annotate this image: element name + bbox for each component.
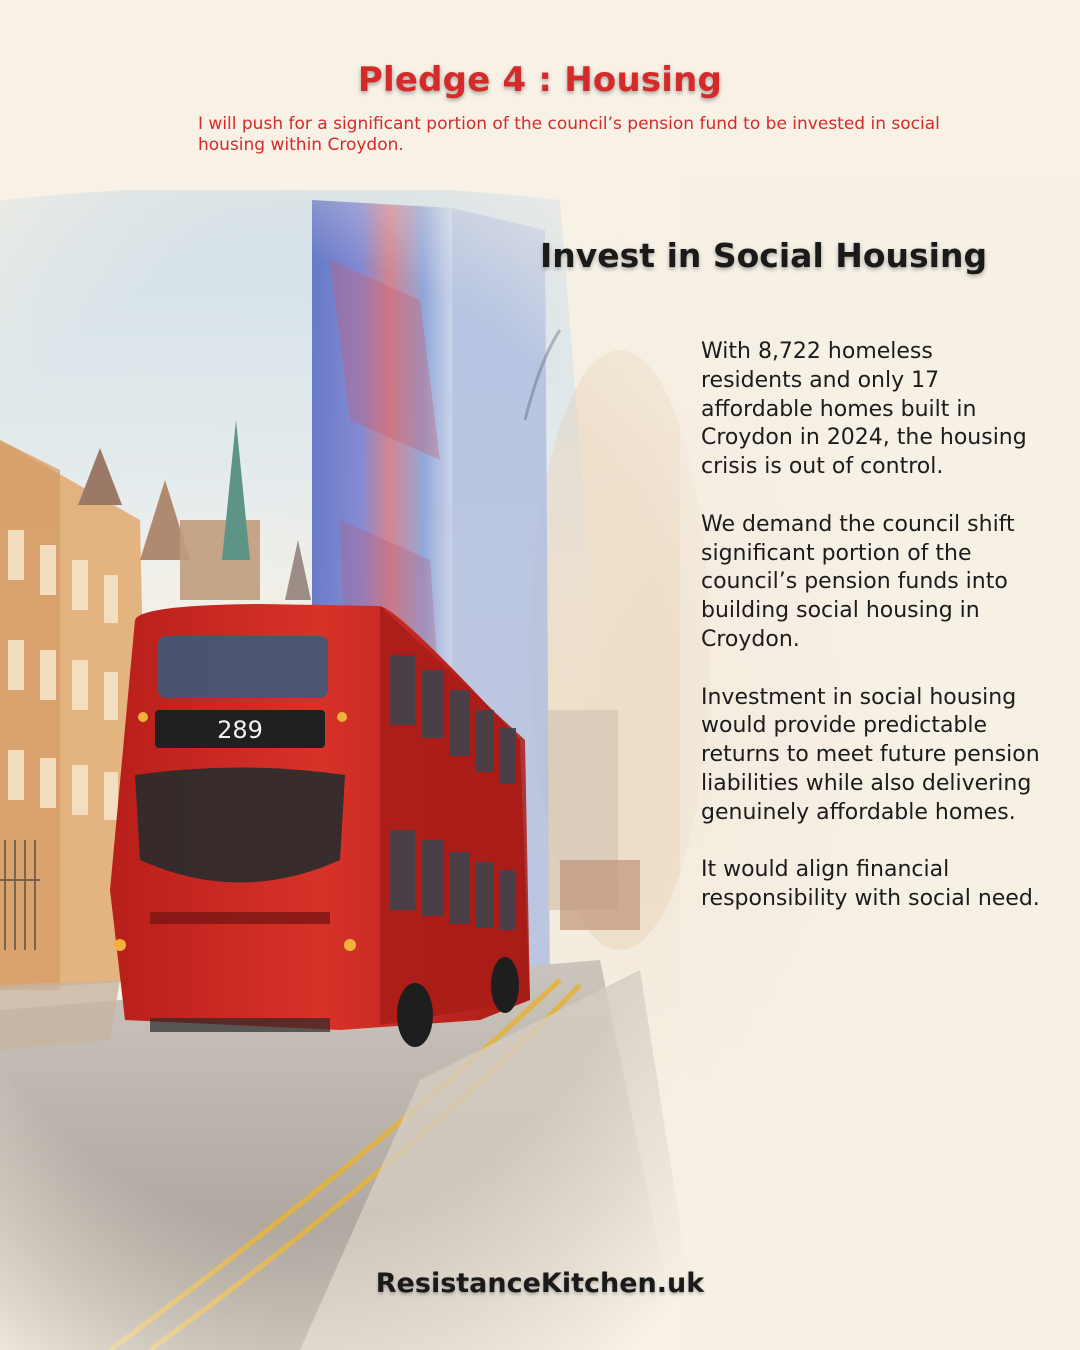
paragraph-homelessness: With 8,722 homeless residents and only 17 affordable homes built in Croydon in 2024, the housing crisis is out of control. [701,339,1027,480]
paragraph-demand: We demand the council shift significant portion of the council’s pension funds into building social housing in Croydon. [701,511,1015,652]
paragraph-investment: Investment in social housing would provide predictable returns to meet future pension liabilities while also delivering genuinely affordable homes. [701,684,1040,825]
pledge-subtitle: I will push for a significant portion of the council’s pension fund to be invested in social housing within Croydon. [198,114,940,155]
body-text [701,338,1041,943]
paragraph-alignment: It would align financial responsibility with social need. [701,857,1040,912]
pledge-title: Pledge 4 : Housing [357,60,723,100]
website-footer: ResistanceKitchen.uk [375,1268,705,1299]
section-heading: Invest in Social Housing [540,236,988,275]
